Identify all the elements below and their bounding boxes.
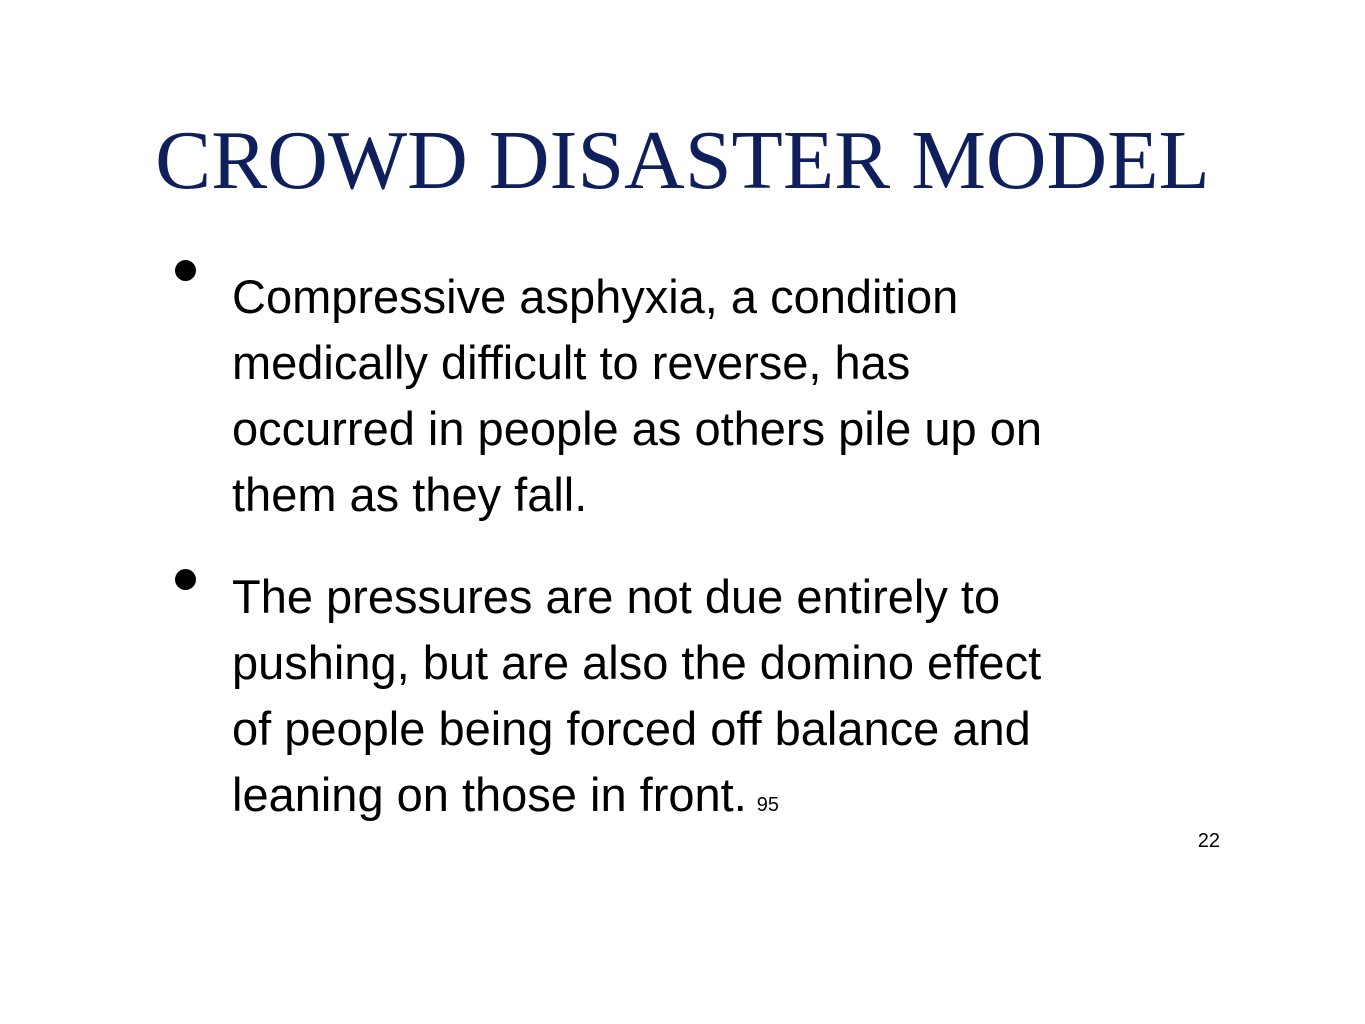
slide-title: CROWD DISASTER MODEL [155, 114, 1210, 207]
bullet-dot-icon [175, 260, 196, 281]
bullet-line: them as they fall. [232, 468, 588, 521]
bullet-line: pushing, but are also the domino effect [232, 636, 1042, 689]
bullet-line [232, 762, 1232, 838]
reference-number: 95 [756, 794, 780, 816]
bullet-line: The pressures are not due entirely to [232, 570, 1001, 623]
page-number: 22 [1197, 830, 1220, 852]
bullet-line: of people being forced off balance and [232, 702, 1031, 755]
bullet-line: occurred in people as others pile up on [232, 402, 1042, 455]
bullet-dot-icon [175, 569, 196, 590]
bullet-text [232, 564, 1232, 838]
bullet-line: Compressive asphyxia, a condition [232, 270, 959, 323]
bullet-text [232, 264, 1232, 528]
bullet-line: medically difficult to reverse, has [232, 336, 911, 389]
bullet-line-text: leaning on those in front. [232, 768, 747, 821]
